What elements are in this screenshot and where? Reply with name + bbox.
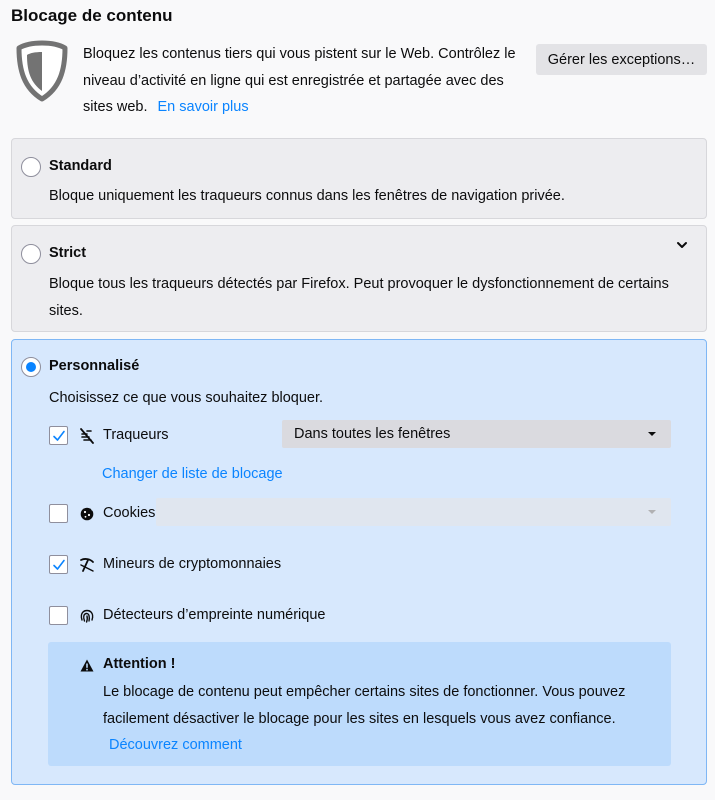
checkmark-icon bbox=[52, 558, 66, 572]
cookies-label: Cookies bbox=[103, 505, 156, 521]
fingerprint-icon bbox=[79, 608, 95, 624]
custom-radio[interactable] bbox=[21, 357, 41, 377]
warning-description: Le blocage de contenu peut empêcher certains sites de fonctionner. Vous pouvez facilement désactiver le blocage pour les sites en lesquels vous avez confiance. bbox=[103, 684, 626, 727]
section-title: Blocage de contenu bbox=[11, 6, 173, 25]
dropdown-arrow-icon bbox=[647, 431, 657, 437]
cookie-icon bbox=[79, 506, 95, 522]
option-standard-card[interactable] bbox=[11, 138, 707, 219]
custom-description: Choisissez ce que vous souhaitez bloquer. bbox=[49, 390, 324, 406]
tracker-icon bbox=[79, 428, 95, 444]
discover-how-link[interactable]: Découvrez comment bbox=[109, 737, 242, 753]
trackers-select[interactable] bbox=[282, 420, 671, 448]
shield-icon bbox=[14, 40, 70, 102]
warning-title: Attention ! bbox=[103, 656, 176, 672]
warning-text bbox=[103, 679, 643, 759]
warning-box bbox=[48, 642, 671, 766]
strict-title: Strict bbox=[49, 245, 87, 261]
option-strict-card[interactable] bbox=[11, 225, 707, 332]
checkmark-icon bbox=[52, 429, 66, 443]
trackers-select-value: Dans toutes les fenêtres bbox=[294, 426, 451, 442]
standard-description: Bloque uniquement les traqueurs connus dans les fenêtres de navigation privée. bbox=[49, 188, 565, 204]
intro-text bbox=[83, 41, 523, 121]
fingerprinters-label: Détecteurs d’empreinte numérique bbox=[103, 607, 326, 623]
dropdown-arrow-icon bbox=[647, 509, 657, 515]
trackers-checkbox[interactable] bbox=[49, 426, 68, 445]
manage-exceptions-button[interactable]: Gérer les exceptions… bbox=[536, 44, 707, 75]
warning-icon bbox=[80, 659, 94, 672]
cookies-checkbox[interactable] bbox=[49, 504, 68, 523]
cryptominers-label: Mineurs de cryptomonnaies bbox=[103, 556, 282, 572]
cryptominer-icon bbox=[79, 557, 95, 573]
trackers-label: Traqueurs bbox=[103, 427, 169, 443]
strict-description: Bloque tous les traqueurs détectés par Firefox. Peut provoquer le dysfonctionnement de certains sites. bbox=[49, 276, 669, 319]
learn-more-link[interactable]: En savoir plus bbox=[157, 99, 249, 115]
standard-radio[interactable] bbox=[21, 157, 41, 177]
custom-title: Personnalisé bbox=[49, 358, 140, 374]
change-blocklist-link[interactable]: Changer de liste de blocage bbox=[102, 466, 283, 482]
cookies-select[interactable] bbox=[156, 498, 671, 526]
option-custom-card[interactable] bbox=[11, 339, 707, 785]
strict-radio[interactable] bbox=[21, 244, 41, 264]
cryptominers-checkbox[interactable] bbox=[49, 555, 68, 574]
standard-title: Standard bbox=[49, 158, 112, 174]
fingerprinters-checkbox[interactable] bbox=[49, 606, 68, 625]
intro-description: Bloquez les contenus tiers qui vous pistent sur le Web. Contrôlez le niveau d’activité en ligne qui est enregistrée et partagée avec des sites web. bbox=[83, 46, 516, 115]
chevron-down-icon[interactable] bbox=[676, 240, 688, 250]
